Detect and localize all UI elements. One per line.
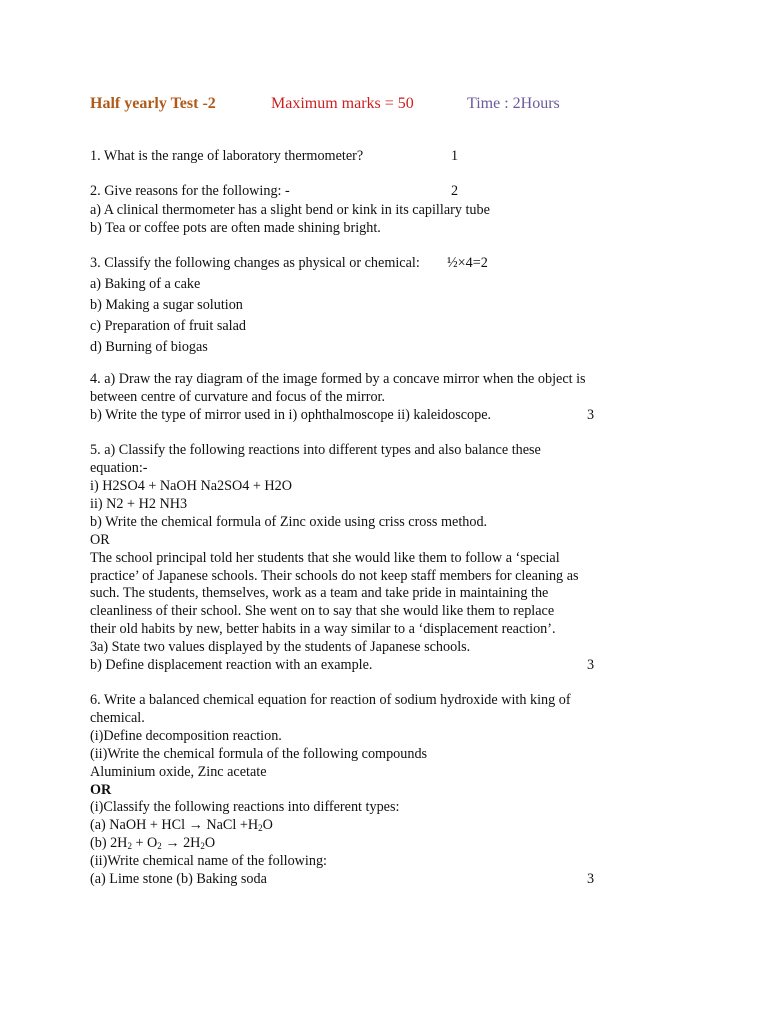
arrow-icon: → [165,835,180,851]
question-5-passage-7: b) Define displacement reaction with an example. [90,657,373,673]
question-3-part-b: b) Making a sugar solution [90,297,243,313]
question-5-passage-5: their old habits by new, better habits in a way similar to a ‘displacement reaction’. [90,621,556,637]
question-4-marks: 3 [587,407,595,423]
question-2-marks: 2 [451,183,459,199]
question-4-part-b: b) Write the type of mirror used in i) ophthalmoscope ii) kaleidoscope. [90,407,492,423]
question-6-reaction-b: (b) $2H_2 + O_2 \to 2H_2O$ [90,835,216,851]
question-6-part-ii: (ii)Write the chemical formula of the following compounds [90,746,428,762]
question-3-marks: ½×4=2 [447,255,488,271]
question-5-line-2: equation:- [90,460,148,476]
question-6-line-2: chemical. [90,710,145,726]
question-4-line-2: between centre of curvature and focus of the mirror. [90,389,386,405]
question-6-alt-part-ii: (ii)Write chemical name of the following: [90,853,327,869]
question-6-or: OR [90,782,112,798]
question-5-passage-4: cleanliness of their school. She went on to say that she would like them to replace [90,603,555,619]
question-5-line-1: 5. a) Classify the following reactions into different types and also balance these [90,442,541,458]
question-1: 1. What is the range of laboratory thermometer? [90,148,364,164]
question-6-compounds: Aluminium oxide, Zinc acetate [90,764,267,780]
question-6-marks: 3 [587,871,595,887]
maximum-marks: Maximum marks = 50 [271,95,414,112]
question-6-part-i: (i)Define decomposition reaction. [90,728,282,744]
question-5-equation-2: ii) N2 + H2 NH3 [90,496,188,512]
question-5-passage-3: such. The students, themselves, work as a team and take pride in maintaining the [90,585,549,601]
question-3-part-a: a) Baking of a cake [90,276,201,292]
question-2-part-b: b) Tea or coffee pots are often made shining bright. [90,220,381,236]
question-5-part-b: b) Write the chemical formula of Zinc oxide using criss cross method. [90,514,488,530]
question-6-last-line: (a) Lime stone (b) Baking soda [90,871,267,887]
question-1-marks: 1 [451,148,459,164]
question-5-passage-2: practice’ of Japanese schools. Their schools do not keep staff members for cleaning as [90,568,579,584]
question-2: 2. Give reasons for the following: - [90,183,290,199]
question-5-marks: 3 [587,657,595,673]
question-6-reaction-a: (a) NaOH + HCl → NaCl $+H_2O$ [90,817,273,833]
question-5-passage-6: 3a) State two values displayed by the students of Japanese schools. [90,639,471,655]
arrow-icon: → [188,817,203,833]
question-6-line-1: 6. Write a balanced chemical equation for reaction of sodium hydroxide with king of [90,692,571,708]
question-6-alt-part-i: (i)Classify the following reactions into different types: [90,799,400,815]
question-3-part-c: c) Preparation of fruit salad [90,318,247,334]
question-3-part-d: d) Burning of biogas [90,339,208,355]
question-4-line-1: 4. a) Draw the ray diagram of the image formed by a concave mirror when the object is [90,371,586,387]
test-title: Half yearly Test -2 [90,95,216,112]
question-3: 3. Classify the following changes as physical or chemical: [90,255,420,271]
question-5-passage-1: The school principal told her students that she would like them to follow a ‘special [90,550,560,566]
time-allowed: Time : 2Hours [467,95,560,112]
question-5-or: OR [90,532,110,548]
question-5-equation-1: i) H2SO4 + NaOH Na2SO4 + H2O [90,478,293,494]
question-2-part-a: a) A clinical thermometer has a slight bend or kink in its capillary tube [90,202,490,218]
